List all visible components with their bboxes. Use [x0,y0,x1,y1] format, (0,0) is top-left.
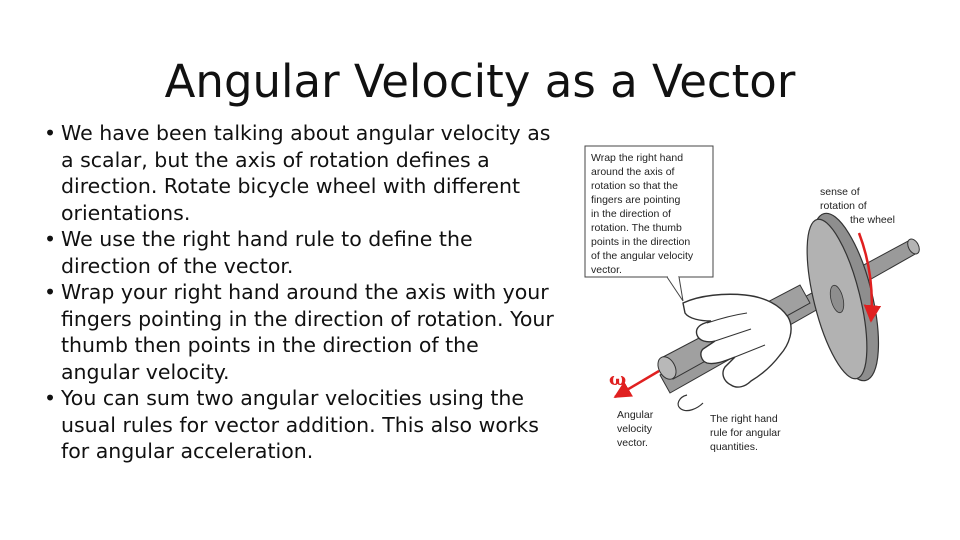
omega-label-line: velocity [617,423,653,435]
bullet-list [44,120,559,465]
callout-line: in the direction of [591,208,671,220]
right-hand-rule-figure [575,135,955,470]
callout-line: rotation. The thumb [591,222,682,234]
callout-line: around the axis of [591,166,675,178]
rule-label-line: quantities. [710,441,758,453]
bullet-item: • We have been talking about angular velocity as a scalar, but the axis of rotation defines a direction. Rotate bicycle wheel with different orientations. [44,120,559,226]
omega-symbol: ω [609,369,627,390]
bullet-item: • You can sum two angular velocities using the usual rules for vector addition. This also works for angular acceleration. [44,385,559,465]
sense-line: sense of [820,186,860,198]
rule-label-line: rule for angular [710,427,781,439]
callout-line: of the angular velocity [591,250,694,262]
bullet-item: • We use the right hand rule to define the direction of the vector. [44,226,559,279]
callout-line: vector. [591,264,622,276]
angular-velocity-label [617,409,656,449]
rule-label-line: The right hand [710,413,778,425]
slide-title: Angular Velocity as a Vector [164,55,796,109]
sense-line: the wheel [850,214,895,226]
sense-line: rotation of [820,200,867,212]
callout-box [585,146,713,301]
omega-label-line: Angular [617,409,654,421]
callout-line: points in the direction [591,236,691,248]
callout-line: Wrap the right hand [591,152,684,164]
right-hand-rule-label [710,413,784,453]
omega-label-line: vector. [617,437,648,449]
callout-line: rotation so that the [591,180,678,192]
callout-line: fingers are pointing [591,194,681,206]
bullet-item: • Wrap your right hand around the axis with your fingers pointing in the direction of rotation. Your thumb then points in the direction of the angular velocity. [44,279,559,385]
